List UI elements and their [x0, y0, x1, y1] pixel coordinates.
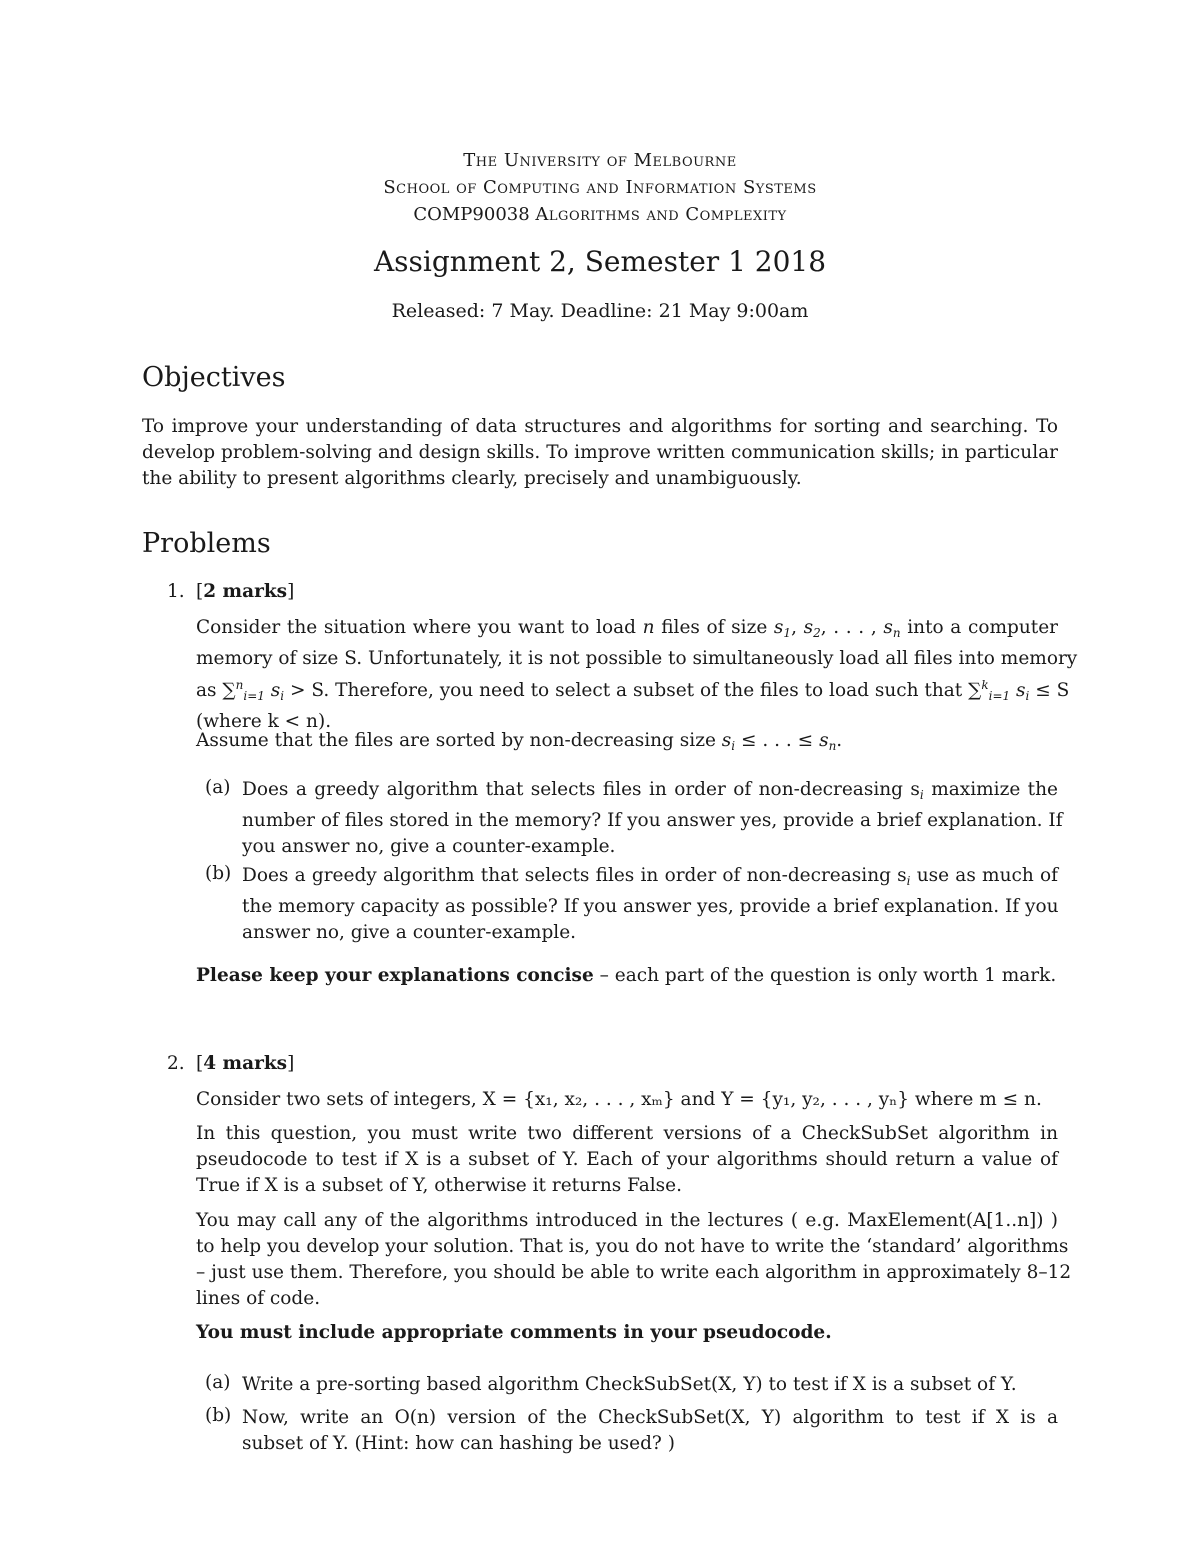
problem-2b-label: (b) [205, 1405, 232, 1426]
course-line [0, 204, 1200, 225]
problem-1a-text: Does a greedy algorithm that selects files in order of non-decreasing $s_i$ maximize the number of files stored in the memory? If you answer yes, provide a brief explanation. If you answer no, give a counter-example. [242, 779, 1063, 857]
problem-2-marks-value: 4 marks [203, 1053, 288, 1074]
problem-2a-label: (a) [205, 1372, 231, 1393]
problem-1-line-2: memory of size S. Unfortunately, it is not possible to simultaneously load all files into memory [196, 648, 1078, 669]
objectives-line: To improve your understanding of data structures and algorithms for sorting and searching. To [142, 416, 1058, 437]
problem-1-marks-value: 2 marks [203, 581, 288, 602]
problem-2-comments-note: You must include appropriate comments in your pseudocode. [196, 1322, 832, 1343]
problem-1-number: 1. [167, 581, 185, 602]
course-name: Algorithms and Complexity [535, 204, 787, 225]
problem-1-intro [196, 615, 1078, 735]
problem-2-para-1: In this question, you must write two different versions of a CheckSubSet algorithm in pseudocode to test if X is a subset of Y. Each of your algorithms should return a value of True if X is a subset of Y, otherwise it returns False. [196, 1123, 1058, 1196]
problem-2b-text: Now, write an O(n) version of the CheckSubSet(X, Y) algorithm to test if X is a subset of Y. (Hint: how can hashing be used? ) [242, 1407, 1058, 1454]
objectives-line: develop problem-solving and design skills. To improve written communication skills; in particular [142, 442, 1058, 463]
problem-1-marks: [2 marks] [196, 581, 295, 602]
problem-2-para-2: You may call any of the algorithms introduced in the lectures ( e.g. MaxElement(A[1..n]) ) to help you develop your solution. That is, you do not have to write the ‘standard’ algorithms – just use them. Therefore, you should be able to write each algorithm in approximately 8–12 lines of code. [196, 1210, 1072, 1309]
university-name: The University of Melbourne [463, 150, 737, 171]
problem-1-line-4: (where k < n). [196, 711, 332, 732]
assignment-title: Assignment 2, Semester 1 2018 [373, 245, 827, 278]
problem-1b-label: (b) [205, 863, 232, 884]
objectives-line: the ability to present algorithms clearly, precisely and unambiguously. [142, 468, 802, 489]
objectives-heading: Objectives [142, 362, 286, 393]
problem-2a-text: Write a pre-sorting based algorithm CheckSubSet(X, Y) to test if X is a subset of Y. [242, 1374, 1017, 1395]
problem-2-number: 2. [167, 1053, 185, 1074]
problems-heading: Problems [142, 528, 271, 559]
problem-2-marks: [4 marks] [196, 1053, 295, 1074]
problem-2-sets: Consider two sets of integers, X = {x₁, x₂, . . . , xₘ} and Y = {y₁, y₂, . . . , yₙ} where m ≤ n. [196, 1089, 1042, 1110]
school-name: School of Computing and Information Systems [383, 177, 817, 198]
problem-1a-label: (a) [205, 777, 231, 798]
release-deadline: Released: 7 May. Deadline: 21 May 9:00am [391, 300, 809, 322]
problem-1-assume: Assume that the files are sorted by non-decreasing size $s_i$ ≤ . . . ≤ $s_n$. [196, 730, 843, 753]
course-code: COMP90038 [413, 204, 530, 225]
problem-1-line-3: as ∑$^n_{i=1}$ $s_i > S$. Therefore, you need to select a subset of the files to load such that ∑$^k_{i=1}$ $s_i \le S$ [196, 678, 1070, 703]
problem-1-note: Please keep your explanations concise – each part of the question is only worth 1 mark. [196, 965, 1057, 986]
problem-1b-text: Does a greedy algorithm that selects files in order of non-decreasing $s_i$ use as much of the memory capacity as possible? If you answer yes, provide a brief explanation. If you answer no, give a counter-example. [242, 865, 1059, 943]
objectives-paragraph [142, 414, 1058, 492]
problem-1-line-1: Consider the situation where you want to load n files of size $s_1$, $s_2$, . . . , $s_n$ into a computer [196, 617, 1058, 640]
